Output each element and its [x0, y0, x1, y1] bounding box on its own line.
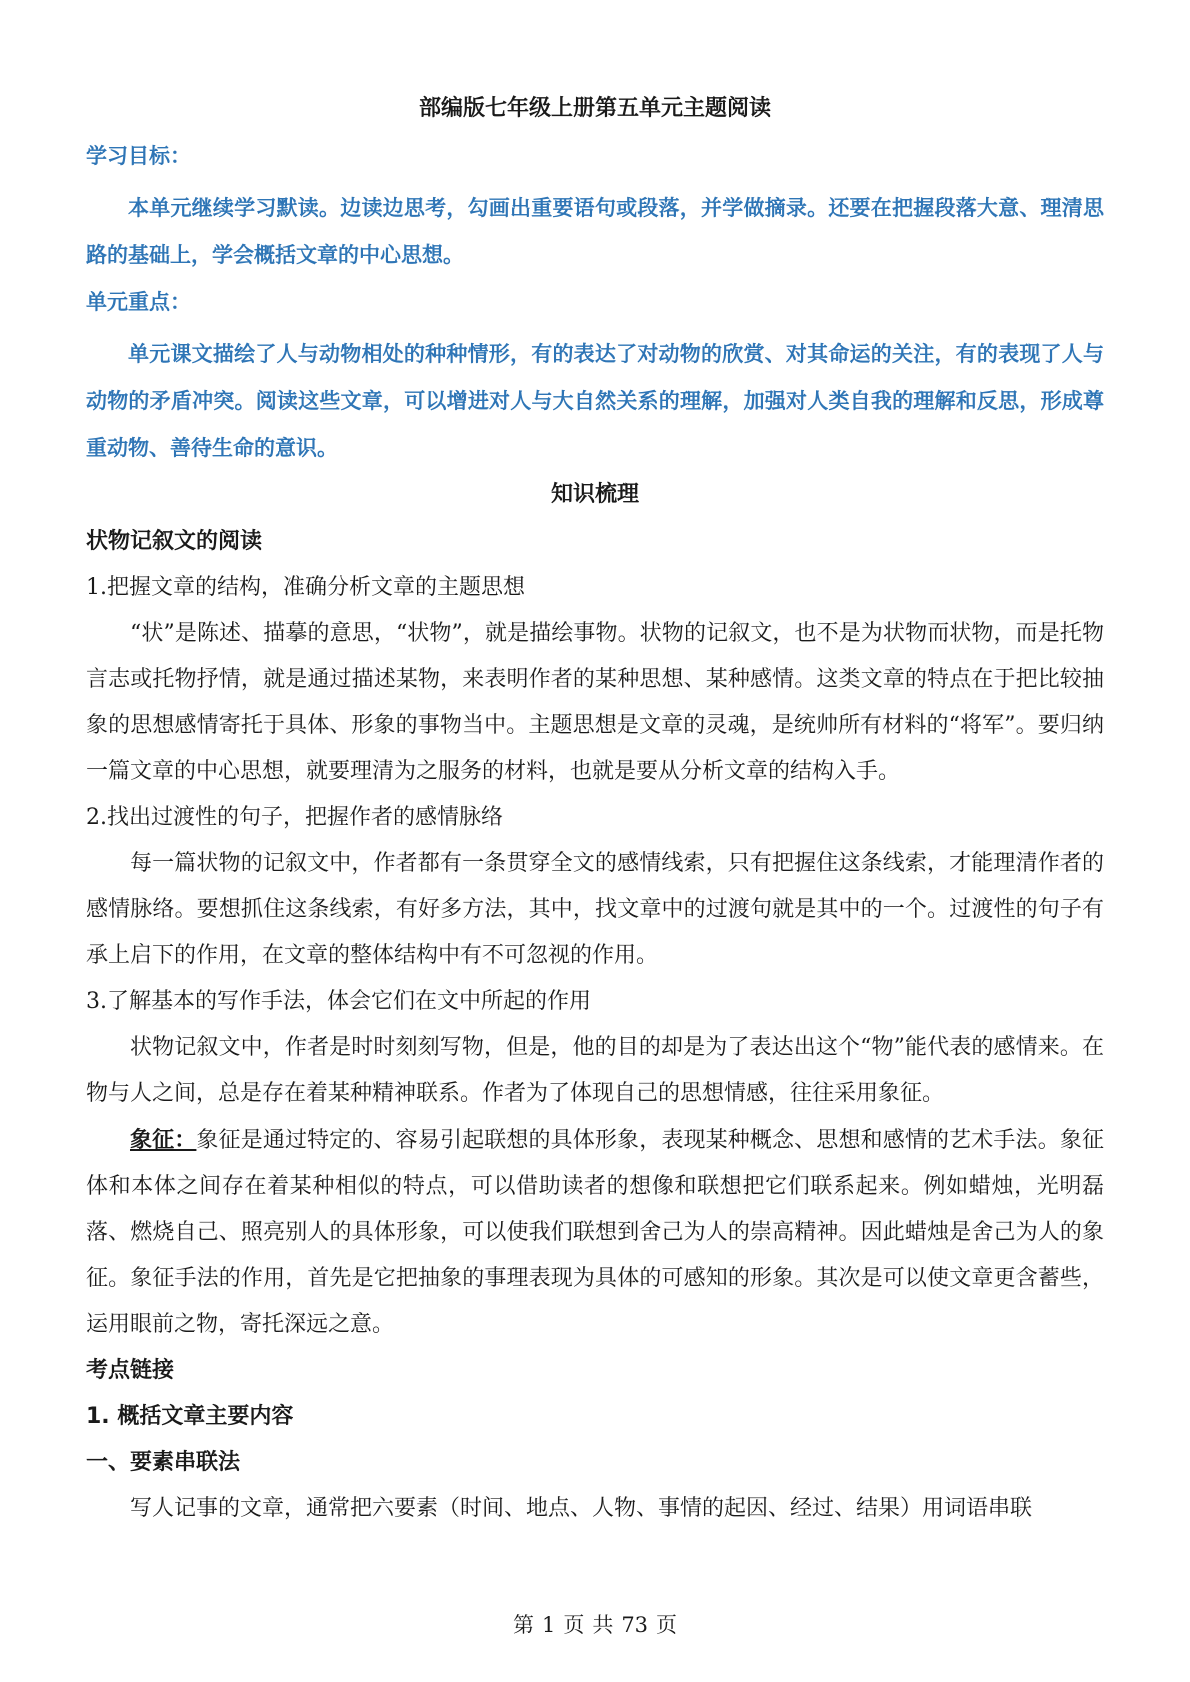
- list-item-1: 1.把握文章的结构，准确分析文章的主题思想: [86, 575, 525, 600]
- document-content: [86, 92, 1104, 1532]
- footer-prefix: 第: [512, 1613, 534, 1637]
- paragraph-1: “状”是陈述、描摹的意思，“状物”，就是描绘事物。状物的记叙文，也不是为状物而状物，而是托物言志或托物抒情，就是通过描述某物，来表明作者的某种思想、某种感情。这类文章的特点在于把比较抽象的思想感情寄托于具体、形象的事物当中。主题思想是文章的灵魂，是统帅所有材料的“将军”。要归纳一篇文章的中心思想，就要理清为之服务的材料，也就是要从分析文章的结构入手。: [86, 621, 1104, 784]
- list-item-3: 3.了解基本的写作手法，体会它们在文中所起的作用: [86, 989, 591, 1014]
- footer-suffix: 页: [656, 1613, 678, 1637]
- paragraph-3: 状物记叙文中，作者是时时刻刻写物，但是，他的目的却是为了表达出这个“物”能代表的感情来。在物与人之间，总是存在着某种精神联系。作者为了体现自己的思想情感，往往采用象征。: [86, 1035, 1104, 1106]
- method-1-text: 写人记事的文章，通常把六要素（时间、地点、人物、事情的起因、经过、结果）用词语串联: [130, 1496, 1033, 1521]
- symbol-paragraph: [86, 1117, 1104, 1348]
- footer-total-word: 共: [592, 1613, 614, 1637]
- symbol-text: 象征是通过特定的、容易引起联想的具体形象，表现某种概念、思想和感情的艺术手法。象征体和本体之间存在着某种相似的特点，可以借助读者的想像和联想把它们联系起来。例如蜡烛，光明磊落、燃烧自己、照亮别人的具体形象，可以使我们联想到舍己为人的崇高精神。因此蜡烛是舍己为人的象征。象征手法的作用，首先是它把抽象的事理表现为具体的可感知的形象。其次是可以使文章更含蓄些，运用眼前之物，寄托深远之意。: [86, 1128, 1104, 1337]
- footer-total-pages: 73: [621, 1613, 649, 1637]
- focus-label: 单元重点：: [86, 289, 191, 314]
- exam-item-1: 1. 概括文章主要内容: [86, 1404, 294, 1429]
- goals-label: 学习目标：: [86, 143, 191, 168]
- footer-page-word: 页: [563, 1613, 585, 1637]
- focus-text: 单元课文描绘了人与动物相处的种种情形，有的表达了对动物的欣赏、对其命运的关注，有的表现了人与动物的矛盾冲突。阅读这些文章，可以增进对人与大自然关系的理解，加强对人类自我的理解和反思，形成尊重动物、善待生命的意识。: [86, 341, 1104, 460]
- footer-page-number: 1: [541, 1613, 556, 1637]
- document-title: 部编版七年级上册第五单元主题阅读: [418, 96, 771, 121]
- knowledge-heading: 知识梳理: [550, 482, 639, 507]
- exam-heading: 考点链接: [86, 1358, 175, 1383]
- symbol-label: 象征：: [130, 1127, 197, 1153]
- method-1-heading: 一、要素串联法: [86, 1450, 241, 1475]
- section-heading: 状物记叙文的阅读: [86, 529, 263, 554]
- paragraph-2: 每一篇状物的记叙文中，作者都有一条贯穿全文的感情线索，只有把握住这条线索，才能理清作者的感情脉络。要想抓住这条线索，有好多方法，其中，找文章中的过渡句就是其中的一个。过渡性的句子有承上启下的作用，在文章的整体结构中有不可忽视的作用。: [86, 851, 1104, 968]
- list-item-2: 2.找出过渡性的句子，把握作者的感情脉络: [86, 805, 503, 830]
- goals-text: 本单元继续学习默读。边读边思考，勾画出重要语句或段落，并学做摘录。还要在把握段落大意、理清思路的基础上，学会概括文章的中心思想。: [86, 195, 1104, 267]
- page-footer: [0, 1610, 1190, 1640]
